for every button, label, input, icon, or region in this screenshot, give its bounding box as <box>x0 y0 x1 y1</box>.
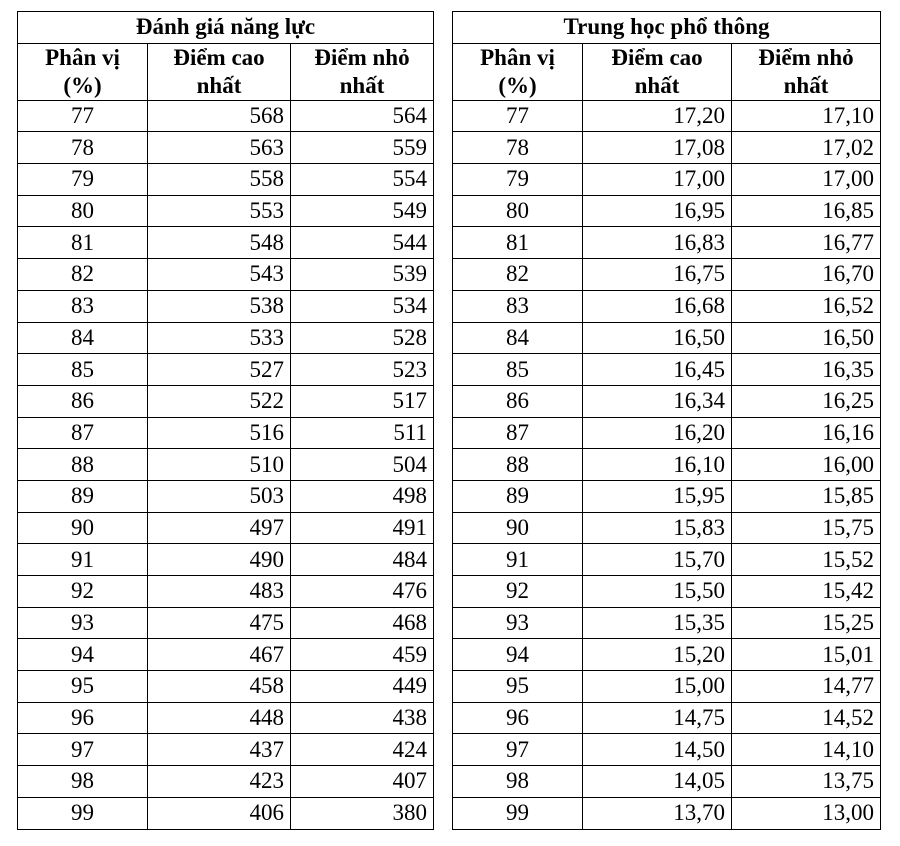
cell-diem-nho-nhat: 564 <box>291 100 434 132</box>
cell-phan-vi: 81 <box>453 227 583 259</box>
table-row <box>18 100 434 132</box>
cell-diem-nho-nhat: 15,25 <box>732 607 881 639</box>
cell-diem-nho-nhat: 504 <box>291 449 434 481</box>
table-row <box>453 797 881 829</box>
cell-phan-vi: 88 <box>453 449 583 481</box>
cell-phan-vi: 98 <box>453 766 583 798</box>
cell-phan-vi: 86 <box>453 385 583 417</box>
cell-phan-vi: 81 <box>18 227 148 259</box>
cell-diem-cao-nhat: 423 <box>148 766 291 798</box>
cell-diem-cao-nhat: 15,83 <box>583 512 732 544</box>
cell-diem-cao-nhat: 568 <box>148 100 291 132</box>
cell-diem-cao-nhat: 15,95 <box>583 480 732 512</box>
cell-phan-vi: 99 <box>453 797 583 829</box>
cell-diem-cao-nhat: 16,45 <box>583 354 732 386</box>
table-row <box>453 322 881 354</box>
cell-diem-nho-nhat: 484 <box>291 544 434 576</box>
cell-phan-vi: 84 <box>18 322 148 354</box>
table-row <box>18 671 434 703</box>
table-row <box>453 544 881 576</box>
cell-diem-nho-nhat: 15,85 <box>732 480 881 512</box>
cell-diem-cao-nhat: 15,50 <box>583 576 732 608</box>
table-row <box>453 734 881 766</box>
cell-phan-vi: 93 <box>453 607 583 639</box>
cell-diem-nho-nhat: 13,75 <box>732 766 881 798</box>
cell-diem-nho-nhat: 523 <box>291 354 434 386</box>
table-row <box>18 734 434 766</box>
cell-diem-nho-nhat: 14,77 <box>732 671 881 703</box>
cell-diem-nho-nhat: 517 <box>291 385 434 417</box>
table-header-row <box>18 43 434 100</box>
cell-diem-nho-nhat: 15,01 <box>732 639 881 671</box>
cell-diem-nho-nhat: 15,42 <box>732 576 881 608</box>
table-title: Đánh giá năng lực <box>18 12 434 44</box>
table-row <box>453 576 881 608</box>
cell-phan-vi: 90 <box>453 512 583 544</box>
cell-diem-nho-nhat: 539 <box>291 259 434 291</box>
cell-diem-nho-nhat: 559 <box>291 132 434 164</box>
cell-diem-nho-nhat: 544 <box>291 227 434 259</box>
cell-diem-cao-nhat: 548 <box>148 227 291 259</box>
cell-diem-cao-nhat: 406 <box>148 797 291 829</box>
cell-diem-nho-nhat: 15,75 <box>732 512 881 544</box>
cell-diem-nho-nhat: 407 <box>291 766 434 798</box>
table-row <box>18 544 434 576</box>
cell-diem-nho-nhat: 16,16 <box>732 417 881 449</box>
header-diem-nho-nhat: Điểm nhỏ nhất <box>732 43 881 100</box>
cell-diem-cao-nhat: 538 <box>148 290 291 322</box>
cell-diem-cao-nhat: 510 <box>148 449 291 481</box>
cell-diem-nho-nhat: 16,70 <box>732 259 881 291</box>
cell-diem-cao-nhat: 17,00 <box>583 164 732 196</box>
header-diem-nho-nhat: Điểm nhỏ nhất <box>291 43 434 100</box>
cell-diem-nho-nhat: 13,00 <box>732 797 881 829</box>
cell-phan-vi: 87 <box>453 417 583 449</box>
table-trung-hoc-pho-thong <box>452 11 881 830</box>
table-row <box>18 322 434 354</box>
cell-diem-nho-nhat: 459 <box>291 639 434 671</box>
table-title-row <box>453 12 881 44</box>
cell-diem-nho-nhat: 380 <box>291 797 434 829</box>
table-row <box>18 607 434 639</box>
cell-phan-vi: 77 <box>453 100 583 132</box>
cell-diem-nho-nhat: 16,50 <box>732 322 881 354</box>
cell-diem-cao-nhat: 15,20 <box>583 639 732 671</box>
cell-phan-vi: 95 <box>18 671 148 703</box>
table-row <box>18 354 434 386</box>
cell-diem-nho-nhat: 16,77 <box>732 227 881 259</box>
table-row <box>18 385 434 417</box>
cell-phan-vi: 90 <box>18 512 148 544</box>
cell-phan-vi: 82 <box>453 259 583 291</box>
cell-diem-nho-nhat: 476 <box>291 576 434 608</box>
table-title: Trung học phổ thông <box>453 12 881 44</box>
cell-phan-vi: 99 <box>18 797 148 829</box>
table-row <box>453 702 881 734</box>
cell-diem-cao-nhat: 16,83 <box>583 227 732 259</box>
cell-diem-cao-nhat: 543 <box>148 259 291 291</box>
table-header-row <box>453 43 881 100</box>
header-phan-vi: Phân vị (%) <box>18 43 148 100</box>
cell-phan-vi: 92 <box>18 576 148 608</box>
table-row <box>453 354 881 386</box>
table-row <box>18 227 434 259</box>
cell-diem-nho-nhat: 17,10 <box>732 100 881 132</box>
cell-phan-vi: 85 <box>453 354 583 386</box>
cell-phan-vi: 94 <box>18 639 148 671</box>
cell-diem-cao-nhat: 475 <box>148 607 291 639</box>
cell-phan-vi: 91 <box>18 544 148 576</box>
table-title-row <box>18 12 434 44</box>
cell-phan-vi: 79 <box>18 164 148 196</box>
cell-diem-nho-nhat: 17,02 <box>732 132 881 164</box>
cell-diem-cao-nhat: 553 <box>148 195 291 227</box>
table-row <box>453 259 881 291</box>
table-row <box>18 480 434 512</box>
cell-phan-vi: 96 <box>453 702 583 734</box>
cell-phan-vi: 77 <box>18 100 148 132</box>
cell-diem-cao-nhat: 563 <box>148 132 291 164</box>
cell-phan-vi: 94 <box>453 639 583 671</box>
cell-diem-nho-nhat: 16,52 <box>732 290 881 322</box>
cell-diem-nho-nhat: 491 <box>291 512 434 544</box>
table-row <box>453 766 881 798</box>
cell-phan-vi: 78 <box>453 132 583 164</box>
table-row <box>18 639 434 671</box>
table-row <box>18 797 434 829</box>
table-row <box>453 385 881 417</box>
cell-diem-cao-nhat: 522 <box>148 385 291 417</box>
cell-diem-cao-nhat: 16,75 <box>583 259 732 291</box>
cell-diem-nho-nhat: 534 <box>291 290 434 322</box>
cell-diem-cao-nhat: 527 <box>148 354 291 386</box>
cell-phan-vi: 98 <box>18 766 148 798</box>
cell-diem-nho-nhat: 16,35 <box>732 354 881 386</box>
cell-diem-cao-nhat: 17,08 <box>583 132 732 164</box>
cell-diem-cao-nhat: 533 <box>148 322 291 354</box>
cell-phan-vi: 85 <box>18 354 148 386</box>
table-row <box>18 259 434 291</box>
table-danh-gia-nang-luc <box>17 11 434 830</box>
table-row <box>453 290 881 322</box>
table-row <box>18 195 434 227</box>
cell-diem-cao-nhat: 437 <box>148 734 291 766</box>
cell-diem-cao-nhat: 497 <box>148 512 291 544</box>
table-row <box>453 607 881 639</box>
cell-diem-cao-nhat: 558 <box>148 164 291 196</box>
cell-phan-vi: 91 <box>453 544 583 576</box>
cell-diem-cao-nhat: 16,20 <box>583 417 732 449</box>
cell-diem-nho-nhat: 438 <box>291 702 434 734</box>
cell-diem-cao-nhat: 16,34 <box>583 385 732 417</box>
cell-diem-cao-nhat: 14,50 <box>583 734 732 766</box>
cell-phan-vi: 97 <box>18 734 148 766</box>
cell-phan-vi: 80 <box>18 195 148 227</box>
cell-diem-nho-nhat: 17,00 <box>732 164 881 196</box>
cell-diem-cao-nhat: 467 <box>148 639 291 671</box>
table-row <box>453 639 881 671</box>
cell-phan-vi: 84 <box>453 322 583 354</box>
header-diem-cao-nhat: Điểm cao nhất <box>583 43 732 100</box>
cell-phan-vi: 93 <box>18 607 148 639</box>
cell-diem-cao-nhat: 16,95 <box>583 195 732 227</box>
cell-diem-nho-nhat: 511 <box>291 417 434 449</box>
cell-diem-nho-nhat: 14,10 <box>732 734 881 766</box>
cell-diem-nho-nhat: 498 <box>291 480 434 512</box>
cell-phan-vi: 97 <box>453 734 583 766</box>
cell-diem-cao-nhat: 14,75 <box>583 702 732 734</box>
table-row <box>18 512 434 544</box>
cell-diem-cao-nhat: 448 <box>148 702 291 734</box>
cell-phan-vi: 95 <box>453 671 583 703</box>
cell-diem-cao-nhat: 483 <box>148 576 291 608</box>
cell-phan-vi: 86 <box>18 385 148 417</box>
cell-diem-nho-nhat: 16,25 <box>732 385 881 417</box>
cell-diem-cao-nhat: 16,10 <box>583 449 732 481</box>
table-row <box>453 132 881 164</box>
cell-phan-vi: 88 <box>18 449 148 481</box>
table-row <box>18 164 434 196</box>
cell-diem-cao-nhat: 14,05 <box>583 766 732 798</box>
cell-diem-cao-nhat: 15,00 <box>583 671 732 703</box>
cell-diem-nho-nhat: 14,52 <box>732 702 881 734</box>
table-row <box>453 671 881 703</box>
cell-diem-nho-nhat: 16,00 <box>732 449 881 481</box>
cell-phan-vi: 96 <box>18 702 148 734</box>
header-phan-vi: Phân vị (%) <box>453 43 583 100</box>
cell-phan-vi: 78 <box>18 132 148 164</box>
cell-diem-nho-nhat: 468 <box>291 607 434 639</box>
cell-diem-nho-nhat: 528 <box>291 322 434 354</box>
table-row <box>18 449 434 481</box>
cell-phan-vi: 89 <box>453 480 583 512</box>
table-row <box>453 227 881 259</box>
cell-diem-cao-nhat: 13,70 <box>583 797 732 829</box>
cell-diem-cao-nhat: 516 <box>148 417 291 449</box>
table-row <box>18 766 434 798</box>
cell-phan-vi: 82 <box>18 259 148 291</box>
table-row <box>453 417 881 449</box>
cell-diem-nho-nhat: 15,52 <box>732 544 881 576</box>
cell-diem-nho-nhat: 449 <box>291 671 434 703</box>
table-row <box>18 702 434 734</box>
table-row <box>453 480 881 512</box>
cell-diem-cao-nhat: 15,35 <box>583 607 732 639</box>
cell-diem-nho-nhat: 549 <box>291 195 434 227</box>
table-row <box>18 576 434 608</box>
table-row <box>18 290 434 322</box>
cell-diem-cao-nhat: 16,68 <box>583 290 732 322</box>
cell-phan-vi: 80 <box>453 195 583 227</box>
cell-diem-cao-nhat: 16,50 <box>583 322 732 354</box>
cell-diem-cao-nhat: 15,70 <box>583 544 732 576</box>
cell-diem-cao-nhat: 490 <box>148 544 291 576</box>
cell-diem-nho-nhat: 554 <box>291 164 434 196</box>
table-row <box>18 132 434 164</box>
table-row <box>18 417 434 449</box>
table-row <box>453 164 881 196</box>
table-row <box>453 100 881 132</box>
cell-phan-vi: 79 <box>453 164 583 196</box>
cell-phan-vi: 92 <box>453 576 583 608</box>
table-row <box>453 195 881 227</box>
cell-phan-vi: 83 <box>18 290 148 322</box>
table-row <box>453 449 881 481</box>
cell-diem-nho-nhat: 16,85 <box>732 195 881 227</box>
cell-diem-cao-nhat: 503 <box>148 480 291 512</box>
cell-diem-cao-nhat: 17,20 <box>583 100 732 132</box>
cell-diem-nho-nhat: 424 <box>291 734 434 766</box>
header-diem-cao-nhat: Điểm cao nhất <box>148 43 291 100</box>
table-row <box>453 512 881 544</box>
cell-phan-vi: 83 <box>453 290 583 322</box>
cell-phan-vi: 87 <box>18 417 148 449</box>
cell-phan-vi: 89 <box>18 480 148 512</box>
cell-diem-cao-nhat: 458 <box>148 671 291 703</box>
